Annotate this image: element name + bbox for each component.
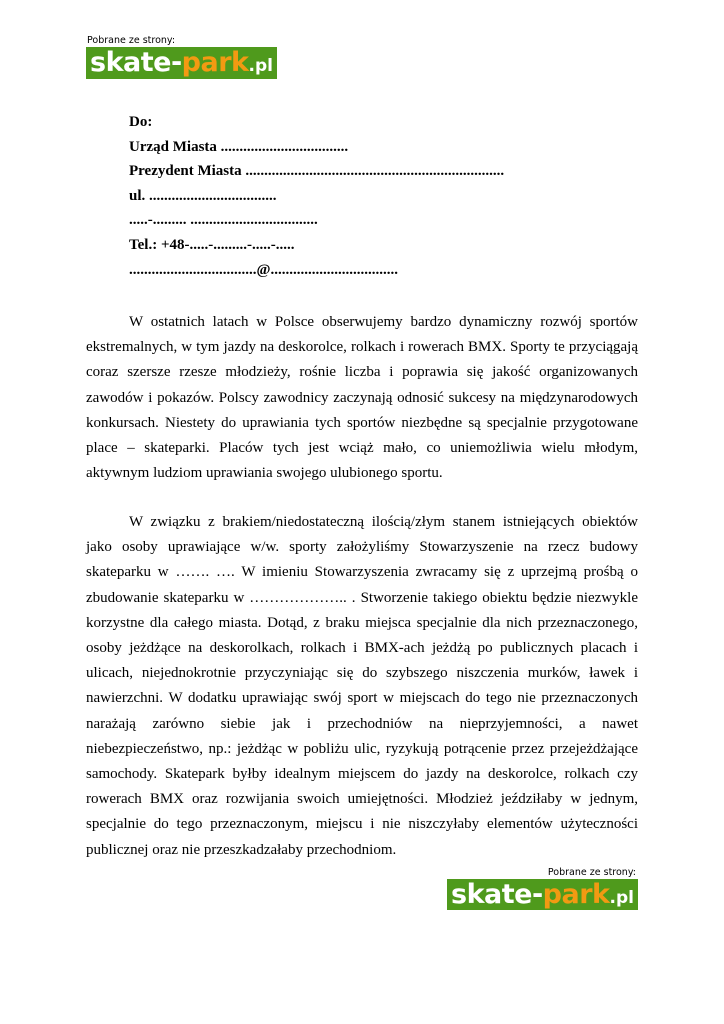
footer-logo	[447, 867, 638, 910]
logo-text-skate: skate-	[451, 879, 543, 910]
body-paragraph: W ostatnich latach w Polsce obserwujemy bardzo dynamiczny rozwój sportów ekstremalnych, w tym jazdy na deskorolce, rolkach i rowerach BMX. Sporty te przyciągają coraz szersze rzesze młodzieży, rośnie liczba i poprawia się jakość organizowanych zawodów i pokazów. Polscy zawodnicy zaczynają odnosić sukcesy na międzynarodowych konkursach. Niestety do uprawiania tych sportów niezbędne są specjalnie przygotowane place – skateparki. Placów tych jest wciąż mało, co uniemożliwia wielu młodym, aktywnym ludziom uprawiania swojego ulubionego sportu.	[86, 314, 638, 482]
address-line: Urząd Miasta ..................................	[129, 138, 349, 155]
logo-caption: Pobrane ze strony:	[547, 867, 636, 878]
logo-text-park: park	[181, 47, 249, 78]
logo-text-domain: .pl	[609, 888, 634, 908]
address-line: Prezydent Miasta .....................................................................	[129, 163, 505, 180]
logo-text-skate: skate-	[90, 47, 182, 78]
skate-park-logo	[447, 879, 638, 910]
address-line: Tel.: +48-.....-.........-.....-.....	[129, 236, 295, 253]
address-line: .....-......... ..................................	[129, 212, 318, 229]
address-line: ..................................@..................................	[129, 261, 398, 278]
logo-text-park: park	[542, 879, 610, 910]
body-paragraph: W związku z brakiem/niedostateczną ilością/złym stanem istniejących obiektów jako osoby uprawiające w/w. sporty założyliśmy Stowarzyszenie na rzecz budowy skateparku w ……. …. W imieniu Stowarzyszenia zwracamy się z uprzejmą prośbą o zbudowanie skateparku w ……………….. . Stworzenie takiego obiektu będzie niezwykle korzystne dla całego miasta. Dotąd, z braku miejsca specjalnie dla nich przeznaczonego, osoby jeżdżące na deskorolkach, rolkach i BMX-ach jeżdżą po publicznych placach i ulicach, niejednokrotnie przyczyniając się do szybszego niszczenia murków, ławek i nawierzchni. W dodatku uprawiając swój sport w miejscach do tego nie przeznaczonych narażają zarówno siebie jak i przechodniów na nieprzyjemności, a nawet niebezpieczeństwo, np.: jeżdżąc w pobliżu ulic, ryzykują potrącenie przez przejeżdżające samochody. Skatepark byłby idealnym miejscem do jazdy na deskorolce, rolkach czy rowerach BMX oraz rozwijania swoich umiejętności. Młodzież jeździłaby w jednym, specjalnie do tego przeznaczonym, miejscu i nie niszczyłaby elementów użyteczności publicznej oraz nie przeszkadzałaby przechodniom.	[86, 514, 638, 858]
logo-caption: Pobrane ze strony:	[87, 35, 176, 46]
address-line: Do:	[129, 114, 153, 130]
recipient-address	[129, 110, 504, 282]
header-logo	[86, 35, 277, 79]
skate-park-logo	[86, 47, 277, 79]
address-line: ul. ..................................	[129, 187, 277, 204]
logo-text-domain: .pl	[248, 56, 273, 76]
